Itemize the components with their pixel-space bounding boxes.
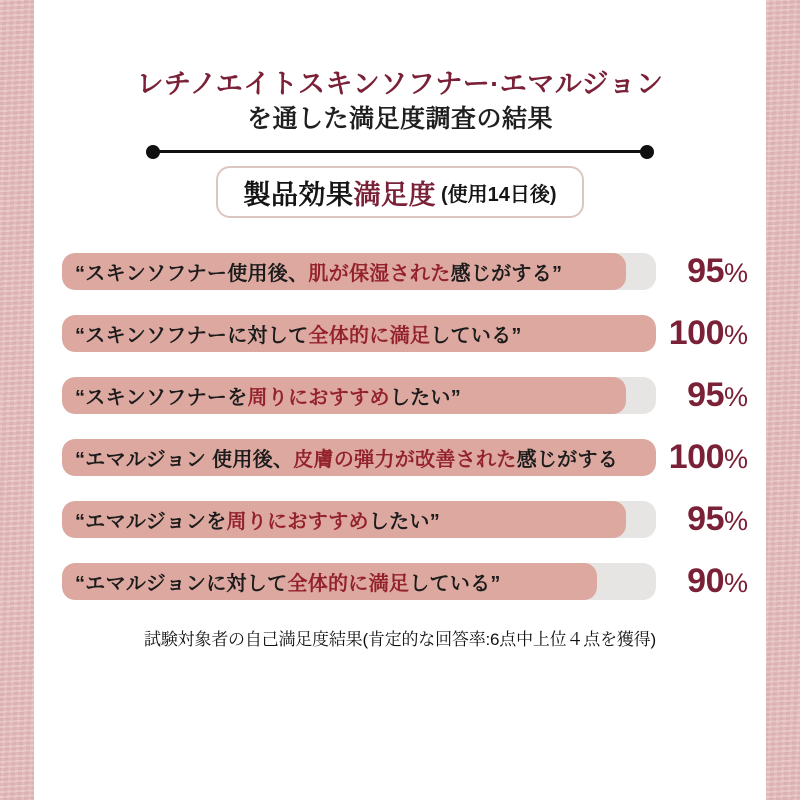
product-title: レチノエイトスキンソフナー·エマルジョン xyxy=(136,69,664,99)
bar-label: “エマルジョンに対して全体的に満足している” xyxy=(75,573,501,595)
percent-value: 95% xyxy=(687,500,748,538)
bar-row xyxy=(62,377,766,414)
bar-row xyxy=(62,563,766,600)
survey-subtitle: を通した満足度調査の結果 xyxy=(246,105,553,133)
bar-label: “エマルジョン 使用後、皮膚の弾力が改善された感じがする xyxy=(75,449,619,471)
badge-text-black: 製品効果 xyxy=(243,179,354,210)
percent-value: 100% xyxy=(668,314,748,352)
badge-text-maroon: 満足度 xyxy=(353,179,436,210)
badge-text-small: (使用14日後) xyxy=(440,183,557,206)
bar-fill xyxy=(62,377,626,414)
bar-label: “スキンソフナーに対して全体的に満足している” xyxy=(75,325,522,347)
bar-row xyxy=(62,501,766,538)
bar-row xyxy=(62,253,766,290)
bar-label: “エマルジョンを周りにおすすめしたい” xyxy=(75,511,441,533)
left-texture-strip xyxy=(0,0,34,800)
percent-value: 90% xyxy=(687,562,748,600)
bar-fill xyxy=(62,439,656,476)
satisfaction-badge xyxy=(216,166,584,218)
satisfaction-bar-chart xyxy=(34,253,766,600)
bar-track xyxy=(62,253,656,290)
bar-track xyxy=(62,315,656,352)
right-texture-strip xyxy=(766,0,800,800)
percent-value: 100% xyxy=(668,438,748,476)
percent-value: 95% xyxy=(687,376,748,414)
bar-fill xyxy=(62,253,626,290)
content-panel xyxy=(34,0,766,800)
bar-fill xyxy=(62,315,656,352)
bar-label: “スキンソフナーを周りにおすすめしたい” xyxy=(75,387,462,409)
bar-track xyxy=(62,563,656,600)
bar-row xyxy=(62,439,766,476)
divider-line-with-end-dots xyxy=(151,150,649,153)
bar-fill xyxy=(62,501,626,538)
bar-row xyxy=(62,315,766,352)
footnote: 試験対象者の自己満足度結果(肯定的な回答率:6点中上位４点を獲得) xyxy=(144,630,656,649)
percent-value: 95% xyxy=(687,252,748,290)
bar-fill xyxy=(62,563,597,600)
bar-label: “スキンソフナー使用後、肌が保湿された感じがする” xyxy=(75,263,563,285)
bar-track xyxy=(62,501,656,538)
bar-track xyxy=(62,439,656,476)
bar-track xyxy=(62,377,656,414)
